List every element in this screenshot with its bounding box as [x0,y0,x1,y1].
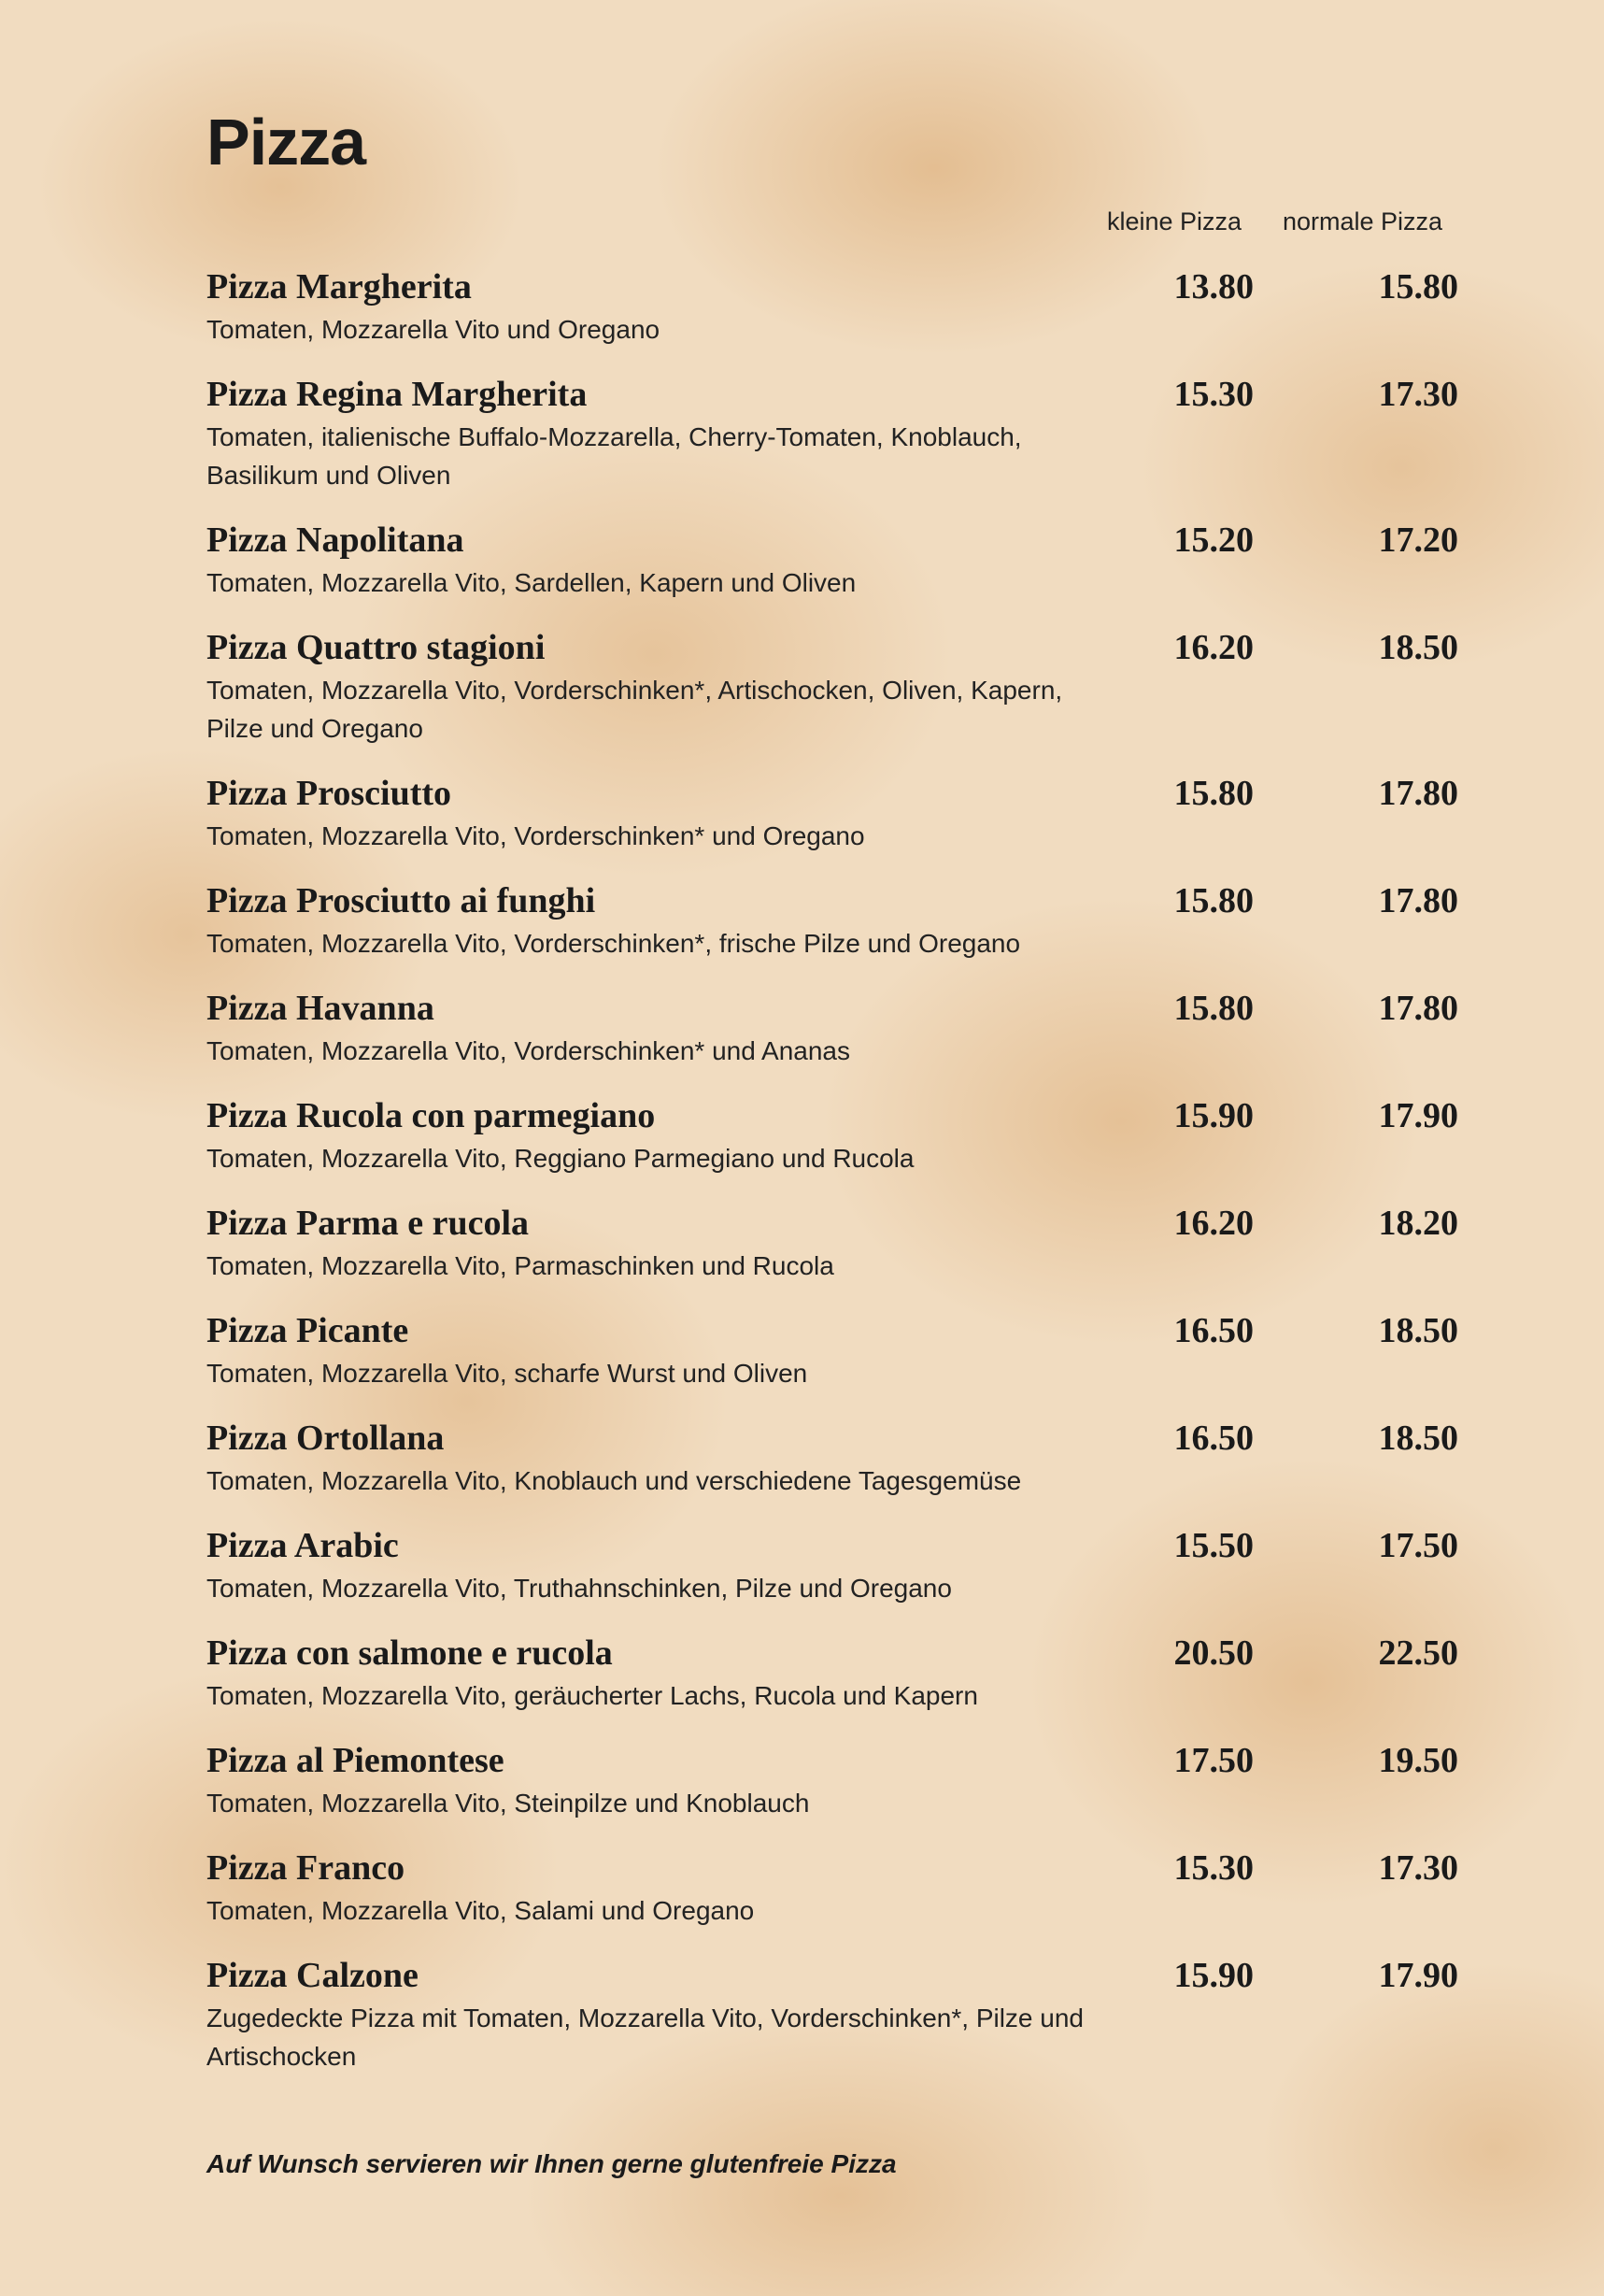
price-normal: 19.50 [1378,1741,1458,1780]
menu-item [206,1200,1458,1285]
item-description: Tomaten, Mozzarella Vito, Vorderschinken* und Oregano [206,821,865,850]
item-description: Zugedeckte Pizza mit Tomaten, Mozzarella Vito, Vorderschinken*, Pilze und Artischocken [206,2004,1084,2071]
item-name: Pizza Margherita [206,267,472,307]
price-normal: 18.50 [1378,1311,1458,1350]
menu-item [206,877,1458,963]
price-normal: 17.90 [1378,1096,1458,1135]
menu-item [206,1307,1458,1392]
item-description: Tomaten, Mozzarella Vito, Vorderschinken*, frische Pilze und Oregano [206,929,1021,958]
item-description: Tomaten, Mozzarella Vito, Vorderschinken* und Ananas [206,1036,851,1065]
item-description: Tomaten, Mozzarella Vito, geräucherter Lachs, Rucola und Kapern [206,1681,978,1710]
menu-item [206,1737,1458,1822]
price-normal: 17.50 [1378,1526,1458,1565]
item-name: Pizza Rucola con parmegiano [206,1096,656,1135]
price-normal: 17.80 [1378,989,1458,1028]
price-small: 15.90 [1173,1956,1254,1995]
item-name: Pizza Quattro stagioni [206,628,546,667]
item-description: Tomaten, Mozzarella Vito, Vorderschinken*, Artischocken, Oliven, Kapern, Pilze und Oregano [206,676,1063,743]
menu-item [206,371,1458,494]
price-small: 17.50 [1173,1741,1254,1780]
item-description: Tomaten, Mozzarella Vito, Salami und Oregano [206,1896,755,1925]
column-header-small: kleine Pizza [1107,207,1242,235]
price-normal: 17.80 [1378,774,1458,813]
menu-list [206,264,1458,2098]
price-normal: 17.20 [1378,521,1458,560]
price-normal: 22.50 [1378,1633,1458,1673]
price-small: 15.80 [1173,774,1254,813]
menu-item [206,1952,1458,2075]
item-description: Tomaten, Mozzarella Vito, Steinpilze und Knoblauch [206,1789,810,1818]
menu-item [206,517,1458,602]
price-small: 16.20 [1173,1204,1254,1243]
price-small: 15.50 [1173,1526,1254,1565]
price-small: 20.50 [1173,1633,1254,1673]
item-name: Pizza Parma e rucola [206,1204,530,1243]
price-small: 15.80 [1173,881,1254,920]
item-description: Tomaten, Mozzarella Vito, Reggiano Parmegiano und Rucola [206,1144,915,1173]
item-name: Pizza Regina Margherita [206,375,588,414]
price-normal: 17.30 [1378,375,1458,414]
price-small: 15.30 [1173,1848,1254,1888]
page-title: Pizza [206,106,366,178]
menu-item [206,624,1458,748]
menu-item [206,1092,1458,1177]
item-name: Pizza Calzone [206,1956,419,1995]
price-normal: 18.50 [1378,628,1458,667]
menu-item [206,1415,1458,1500]
price-normal: 17.80 [1378,881,1458,920]
item-name: Pizza al Piemontese [206,1741,504,1780]
item-description: Tomaten, Mozzarella Vito und Oregano [206,315,660,344]
price-small: 15.30 [1173,375,1254,414]
item-name: Pizza Picante [206,1311,409,1350]
item-description: Tomaten, Mozzarella Vito, Knoblauch und verschiedene Tagesgemüse [206,1466,1022,1495]
menu-item [206,770,1458,855]
price-small: 15.90 [1173,1096,1254,1135]
column-header-normal: normale Pizza [1283,207,1443,235]
item-name: Pizza Havanna [206,989,434,1028]
item-name: Pizza Prosciutto [206,774,452,813]
item-description: Tomaten, Mozzarella Vito, Parmaschinken und Rucola [206,1251,834,1280]
item-description: Tomaten, italienische Buffalo-Mozzarella, Cherry-Tomaten, Knoblauch, Basilikum und Oliven [206,422,1022,490]
item-name: Pizza Arabic [206,1526,399,1565]
item-name: Pizza con salmone e rucola [206,1633,613,1673]
menu-item [206,264,1458,349]
price-small: 15.20 [1173,521,1254,560]
menu-item [206,1630,1458,1715]
item-name: Pizza Franco [206,1848,405,1888]
menu-item [206,1522,1458,1607]
price-small: 16.50 [1173,1419,1254,1458]
price-normal: 17.90 [1378,1956,1458,1995]
item-description: Tomaten, Mozzarella Vito, Sardellen, Kapern und Oliven [206,568,857,597]
menu-item [206,985,1458,1070]
item-name: Pizza Prosciutto ai funghi [206,881,596,920]
item-name: Pizza Ortollana [206,1419,445,1458]
price-normal: 17.30 [1378,1848,1458,1888]
price-small: 13.80 [1173,267,1254,307]
price-small: 15.80 [1173,989,1254,1028]
price-small: 16.20 [1173,628,1254,667]
price-normal: 18.20 [1378,1204,1458,1243]
item-description: Tomaten, Mozzarella Vito, Truthahnschinken, Pilze und Oregano [206,1574,952,1603]
menu-item [206,1845,1458,1930]
item-name: Pizza Napolitana [206,521,464,560]
price-small: 16.50 [1173,1311,1254,1350]
footer-note: Auf Wunsch servieren wir Ihnen gerne glutenfreie Pizza [206,2149,897,2178]
item-description: Tomaten, Mozzarella Vito, scharfe Wurst und Oliven [206,1359,808,1388]
price-normal: 18.50 [1378,1419,1458,1458]
price-normal: 15.80 [1378,267,1458,307]
